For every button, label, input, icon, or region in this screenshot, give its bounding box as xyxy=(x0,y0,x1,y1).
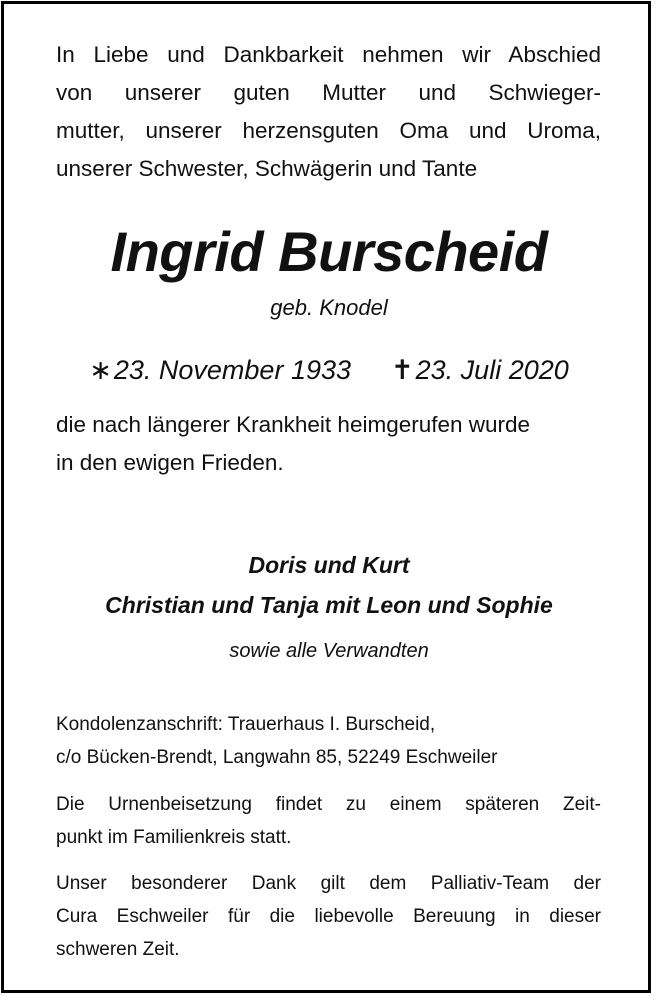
mourner-line: Christian und Tanja mit Leon und Sophie xyxy=(105,592,553,618)
intro-paragraph xyxy=(56,36,601,188)
death-date: 23. Juli 2020 xyxy=(415,355,569,385)
message-paragraph xyxy=(56,406,601,482)
burial-line: punkt im Familienkreis statt. xyxy=(56,827,292,848)
thanks-line: Unser besonderer Dank gilt dem Palliativ-Team der xyxy=(56,873,601,894)
condolence-line: Kondolenzanschrift: Trauerhaus I. Burscheid, xyxy=(56,714,436,735)
birth-date: 23. November 1933 xyxy=(113,355,352,385)
relatives-line: sowie alle Verwandten xyxy=(229,640,429,662)
burial-line: Die Urnenbeisetzung findet zu einem späteren Zeit- xyxy=(56,794,601,815)
birth-star-icon: ∗ xyxy=(89,355,112,385)
condolence-address xyxy=(56,708,601,774)
death-cross-icon: ✝ xyxy=(391,355,414,385)
message-line: in den ewigen Frieden. xyxy=(56,450,284,475)
message-line: die nach längerer Krankheit heimgerufen wurde xyxy=(56,412,531,437)
life-dates xyxy=(0,355,658,386)
maiden-name: geb. Knodel xyxy=(270,295,388,320)
condolence-line: c/o Bücken-Brendt, Langwahn 85, 52249 Eschweiler xyxy=(56,747,498,768)
intro-line: von unserer guten Mutter und Schwieger- xyxy=(56,80,601,105)
thanks-paragraph xyxy=(56,867,601,966)
intro-line: mutter, unserer herzensguten Oma und Uroma, xyxy=(56,118,601,143)
deceased-name: Ingrid Burscheid xyxy=(110,220,548,283)
thanks-line: schweren Zeit. xyxy=(56,939,180,960)
intro-line: In Liebe und Dankbarkeit nehmen wir Abschied xyxy=(56,42,601,67)
mourner-line: Doris und Kurt xyxy=(248,552,410,578)
burial-notice xyxy=(56,788,601,854)
intro-line: unserer Schwester, Schwägerin und Tante xyxy=(56,156,478,181)
thanks-line: Cura Eschweiler für die liebevolle Bereuung in dieser xyxy=(56,906,601,927)
mourners-list xyxy=(0,545,658,625)
